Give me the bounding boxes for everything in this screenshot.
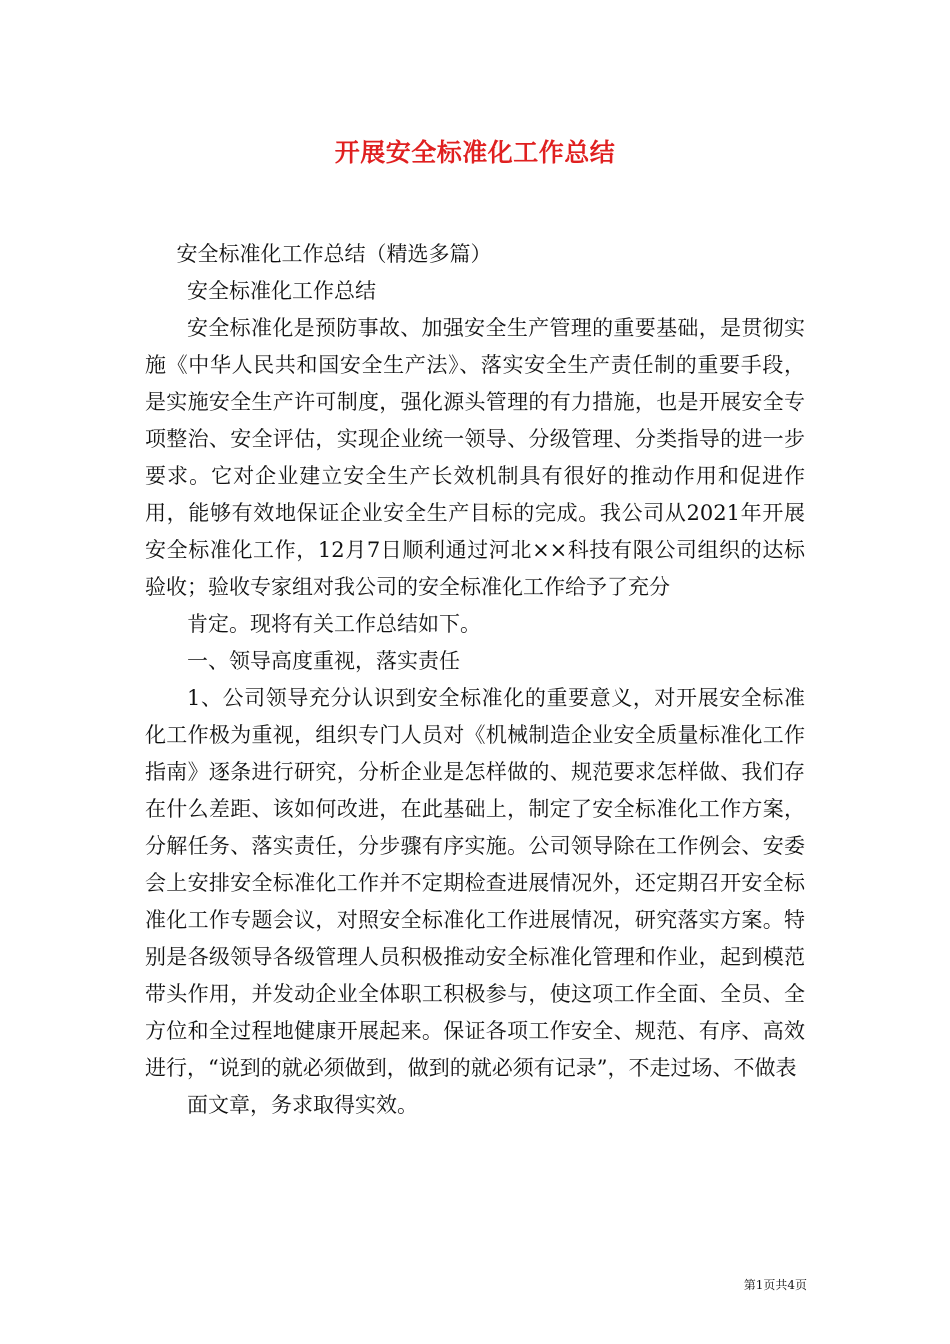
paragraph-intro: 安全标准化是预防事故、加强安全生产管理的重要基础，是贯彻实施《中华人民共和国安全生产法》、落实安全生产责任制的重要手段，是实施安全生产许可制度，强化源头管理的有力措施，也是开展安全专项整治、安全评估，实现企业统一领导、分级管理、分类指导的进一步要求。它对企业建立安全生产长效机制具有很好的推动作用和促进作用，能够有效地保证企业安全生产目标的完成。我公司从2021年开展安全标准化工作，12月7日顺利通过河北××科技有限公司组织的达标验收；验收专家组对我公司的安全标准化工作给予了充分 <box>145 316 805 599</box>
paragraph-heading: 安全标准化工作总结 <box>187 279 376 303</box>
paragraph-section-1-end: 面文章，务求取得实效。 <box>187 1093 418 1117</box>
section-heading: 一、领导高度重视，落实责任 <box>187 649 460 673</box>
paragraph-section-1: 1、公司领导充分认识到安全标准化的重要意义，对开展安全标准化工作极为重视，组织专门人员对《机械制造企业安全质量标准化工作指南》逐条进行研究，分析企业是怎样做的、规范要求怎样做、我们存在什么差距、该如何改进，在此基础上，制定了安全标准化工作方案，分解任务、落实责任，分步骤有序实施。公司领导除在工作例会、安委会上安排安全标准化工作并不定期检查进展情况外，还定期召开安全标准化工作专题会议，对照安全标准化工作进展情况，研究落实方案。特别是各级领导各级管理人员积极推动安全标准化管理和作业，起到模范带头作用，并发动企业全体职工积极参与，使这项工作全面、全员、全方位和全过程地健康开展起来。保证各项工作安全、规范、有序、高效进行，“说到的就必须做到，做到的就必须有记录”，不走过场、不做表 <box>145 686 805 1080</box>
paragraph-continuation: 肯定。现将有关工作总结如下。 <box>187 612 481 636</box>
document-title: 开展安全标准化工作总结 <box>334 138 616 167</box>
paragraph-subtitle: 安全标准化工作总结（精选多篇） <box>176 242 492 266</box>
page-number: 第1页共4页 <box>743 1278 807 1292</box>
document-body <box>145 236 805 1124</box>
